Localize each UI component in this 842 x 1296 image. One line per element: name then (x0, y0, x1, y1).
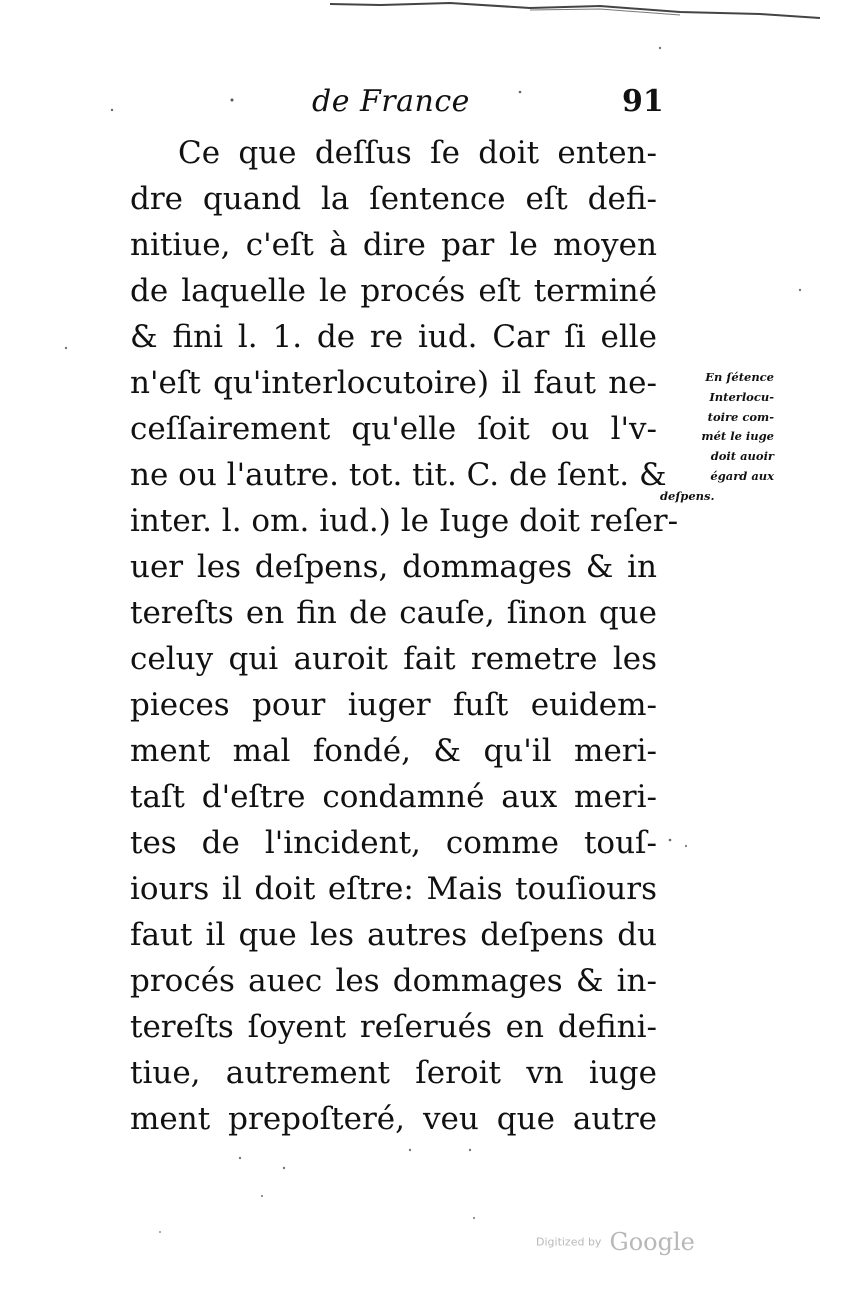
running-header-title: de France (312, 84, 470, 119)
margin-note-line: deſpens. (660, 488, 715, 503)
text-line: ment mal fondé, & qu'il meri- (130, 733, 657, 769)
text-line: tereſts ſoyent reſerués en defini- (130, 1009, 657, 1045)
text-line: pieces pour iuger fuſt euidem- (130, 687, 657, 723)
text-line: Ce que deſſus ſe doit enten- (178, 135, 657, 171)
text-line: & fini l. 1. de re iud. Car ſi elle (130, 319, 657, 355)
text-line: celuy qui auroit fait remetre les (130, 641, 657, 677)
text-line: tereſts en fin de cauſe, ſinon que (130, 595, 657, 631)
text-line: n'eſt qu'interlocutoire) il faut ne- (130, 365, 657, 401)
digitized-by-google-watermark (536, 1228, 695, 1256)
text-line: procés auec les dommages & in- (130, 963, 657, 999)
margin-note-line: mét le iuge (701, 429, 774, 444)
text-line: iours il doit eſtre: Mais touſiours (130, 871, 657, 907)
text-line: de laquelle le procés eſt terminé (130, 273, 657, 309)
text-line: nitiue, c'eſt à dire par le moyen (130, 227, 657, 263)
text-line: ment prepoſteré, veu que autre (130, 1101, 657, 1137)
margin-note (654, 368, 774, 507)
watermark-prefix: Digitized by (536, 1235, 602, 1249)
watermark-brand: Google (609, 1228, 695, 1256)
text-line: taſt d'eſtre condamné aux meri- (130, 779, 657, 815)
margin-note-line: doit auoir (710, 449, 774, 464)
margin-note-line: En ſétence (705, 370, 774, 384)
text-line: ne ou l'autre. tot. tit. C. de ſent. & (130, 457, 667, 493)
text-line: uer les deſpens, dommages & in (130, 549, 657, 585)
text-line: ceſſairement qu'elle ſoit ou l'v- (130, 411, 657, 447)
text-line: dre quand la ſentence eſt defi- (130, 181, 657, 217)
margin-note-line: égard aux (710, 468, 774, 483)
text-line: inter. l. om. iud.) le Iuge doit reſer- (130, 503, 679, 539)
text-line: tes de l'incident, comme touſ- (130, 825, 657, 861)
page-number: 91 (622, 84, 664, 119)
margin-note-line: Interlocu- (709, 389, 774, 404)
text-line: tiue, autrement ſeroit vn iuge (130, 1055, 657, 1091)
margin-note-line: toire com- (707, 409, 774, 424)
text-line: faut il que les autres deſpens du (130, 917, 657, 953)
